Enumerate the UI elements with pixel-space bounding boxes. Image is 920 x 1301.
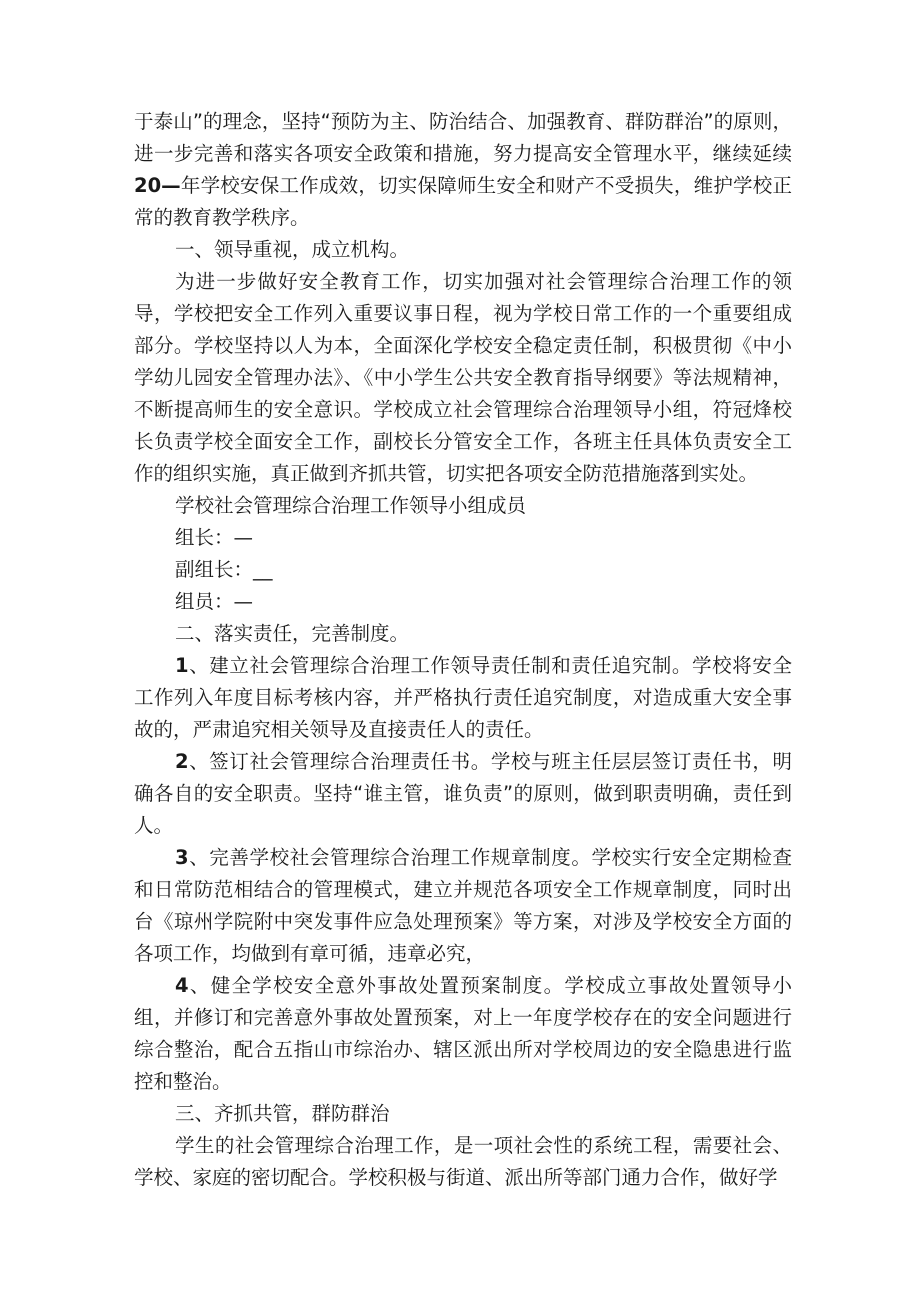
item-number: 4 [175, 974, 189, 997]
section-heading-2: 二、落实责任，完善制度。 [175, 622, 410, 645]
body-paragraph-1: 为进一步做好安全教育工作，切实加强对社会管理综合治理工作的领导，学校把安全工作列入重要议事日程，视为学校日常工作的一个重要组成部分。学校坚持以人为本，全面深化学校安全稳定责任制，积极贯彻《中小学幼儿园安全管理办法》、《中小学生公共安全教育指导纲要》等法规精神，不断提高师生的安全意识。学校成立社会管理综合治理领导小组，符冠烽校长负责学校全面安全工作，副校长分管安全工作，各班主任具体负责安全工作的组织实施，真正做到齐抓共管，切实把各项安全防范措施落到实处。 [134, 270, 792, 485]
item-number: 1 [175, 654, 189, 677]
document-page [134, 106, 792, 1194]
body-paragraph-2: 学生的社会管理综合治理工作，是一项社会性的系统工程，需要社会、学校、家庭的密切配合。学校积极与街道、派出所等部门通力合作，做好学 [134, 1134, 792, 1189]
item-text: 、完善学校社会管理综合治理工作规章制度。学校实行安全定期检查和日常防范相结合的管理模式，建立并规范各项安全工作规章制度，同时出台《琼州学院附中突发事件应急处理预案》等方案，对涉及学校安全方面的各项工作，均做到有章可循，违章必究， [134, 846, 792, 965]
intro-year: 20— [134, 174, 181, 197]
group-members: 组员：— [175, 590, 254, 613]
item-text: 、签订社会管理综合治理责任书。学校与班主任层层签订责任书，明确各自的安全职责。坚持“谁主管，谁负责”的原则，做到职责明确，责任到人。 [134, 750, 792, 837]
group-title: 学校社会管理综合治理工作领导小组成员 [175, 494, 527, 517]
section-heading-1: 一、领导重视，成立机构。 [175, 238, 410, 261]
group-leader: 组长：— [175, 526, 254, 549]
intro-text-end: 年学校安保工作成效，切实保障师生安全和财产不受损失，维护学校正常的教育教学秩序。 [134, 174, 792, 229]
item-text: 、建立社会管理综合治理工作领导责任制和责任追究制。学校将安全工作列入年度目标考核内容，并严格执行责任追究制度，对造成重大安全事故的，严肃追究相关领导及直接责任人的责任。 [134, 654, 792, 741]
intro-paragraph [134, 106, 792, 234]
group-deputy-leader: 副组长：__ [175, 558, 273, 581]
numbered-item-3 [134, 842, 792, 970]
numbered-item-2 [134, 746, 792, 842]
item-number: 2 [175, 750, 189, 773]
numbered-item-4 [134, 970, 792, 1098]
item-text: 、健全学校安全意外事故处置预案制度。学校成立事故处置领导小组，并修订和完善意外事故处置预案，对上一年度学校存在的安全问题进行综合整治，配合五指山市综治办、辖区派出所对学校周边的安全隐患进行监控和整治。 [134, 974, 792, 1093]
section-heading-3: 三、齐抓共管，群防群治 [175, 1102, 390, 1125]
intro-text-start: 于泰山”的理念，坚持“预防为主、防治结合、加强教育、群防群治”的原则，进一步完善和落实各项安全政策和措施，努力提高安全管理水平，继续延续 [134, 110, 792, 165]
numbered-item-1 [134, 650, 792, 746]
item-number: 3 [175, 846, 189, 869]
